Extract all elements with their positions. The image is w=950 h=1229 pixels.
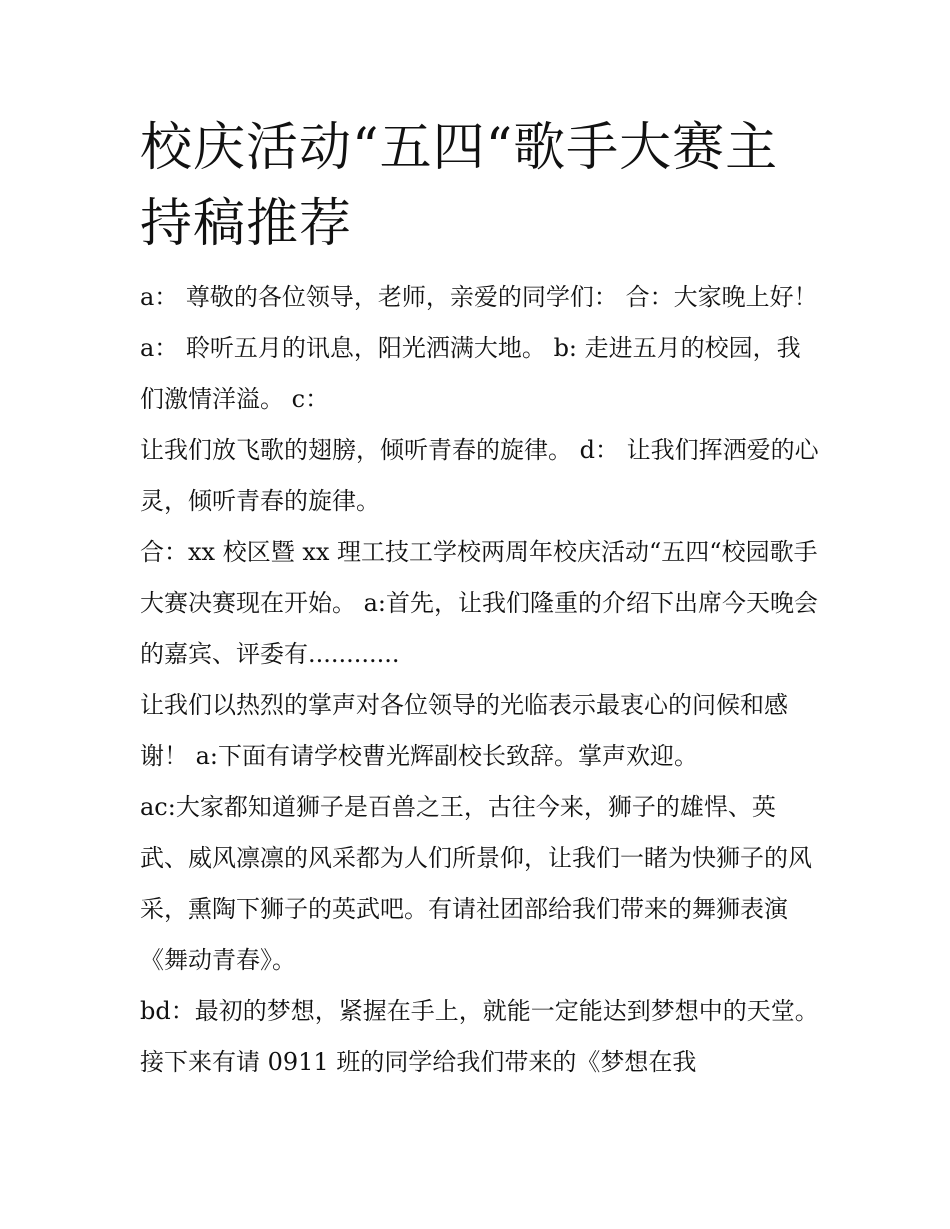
paragraph-3: 合：xx 校区暨 xx 理工技工学校两周年校庆活动“五四“校园歌手大赛决赛现在开始。 a:首先，让我们隆重的介绍下出席今天晚会的嘉宾、评委有............ [140, 538, 819, 668]
paragraph-6: bd：最初的梦想，紧握在手上，就能一定能达到梦想中的天堂。接下来有请 0911 班的同学给我们带来的《梦想在我 [140, 997, 819, 1076]
paragraph-2: 让我们放飞歌的翅膀，倾听青春的旋律。 d： 让我们挥洒爱的心灵，倾听青春的旋律。 [140, 436, 819, 515]
paragraph-5: ac:大家都知道狮子是百兽之王，古往今来，狮子的雄悍、英武、威风凛凛的风采都为人们所景仰，让我们一睹为快狮子的风采，熏陶下狮子的英武吧。有请社团部给我们带来的舞狮表演《舞动青春》。 [140, 793, 812, 974]
document-page [140, 110, 820, 1088]
paragraph-4: 让我们以热烈的掌声对各位领导的光临表示最衷心的问候和感谢！ a:下面有请学校曹光辉副校长致辞。掌声欢迎。 [140, 691, 788, 770]
paragraph-1: a： 尊敬的各位领导，老师，亲爱的同学们： 合：大家晚上好！ a： 聆听五月的讯息，阳光洒满大地。 b: 走进五月的校园，我们激情洋溢。 c： [140, 283, 818, 413]
document-title: 校庆活动“五四“歌手大赛主持稿推荐 [140, 118, 779, 254]
